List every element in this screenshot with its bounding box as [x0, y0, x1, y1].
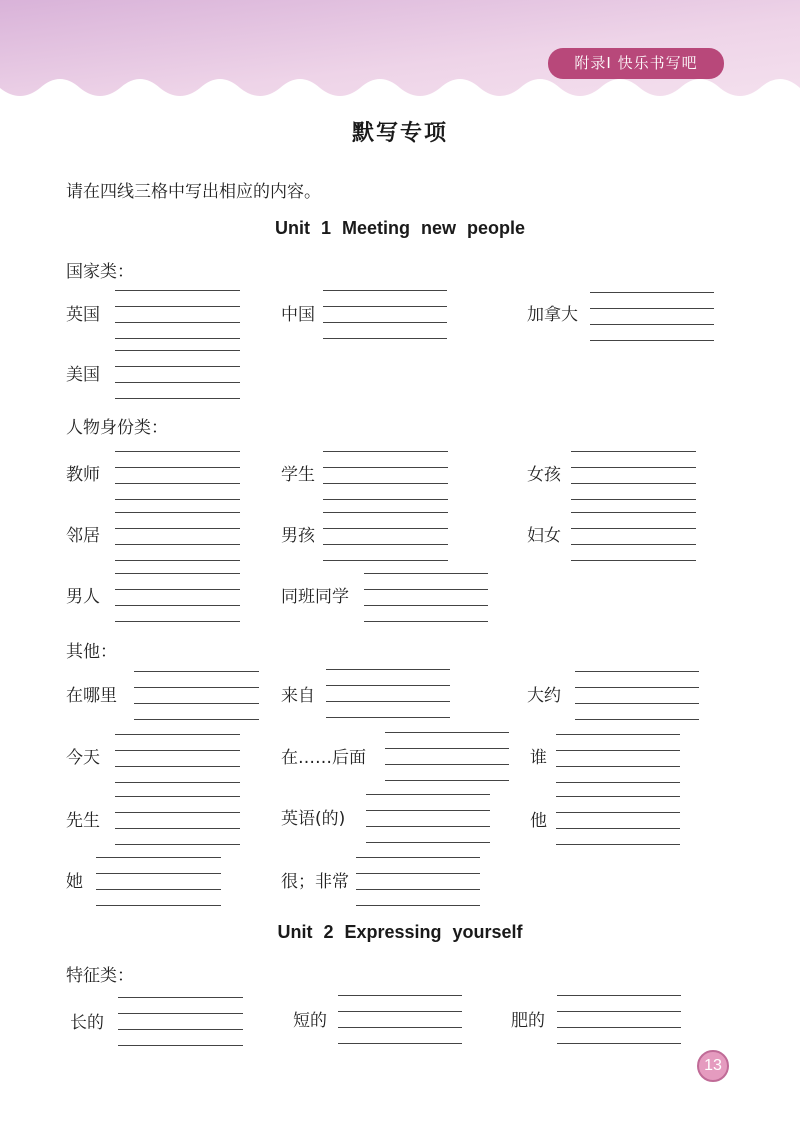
word-label: 加拿大 [527, 305, 578, 325]
word-label: 妇女 [527, 526, 561, 546]
writing-lines[interactable] [326, 669, 450, 719]
writing-lines[interactable] [115, 796, 240, 846]
appendix-badge: 附录Ⅰ 快乐书写吧 [548, 48, 724, 79]
category-countries: 国家类： [66, 262, 134, 282]
writing-lines[interactable] [323, 512, 448, 562]
writing-lines[interactable] [590, 292, 714, 342]
word-label: 她 [66, 872, 83, 892]
writing-lines[interactable] [556, 796, 680, 846]
word-label: 长的 [70, 1013, 104, 1033]
writing-lines[interactable] [338, 995, 462, 1045]
word-label: 今天 [66, 748, 100, 768]
category-features: 特征类： [66, 966, 134, 986]
writing-lines[interactable] [571, 512, 696, 562]
word-label: 肥的 [511, 1011, 545, 1031]
writing-lines[interactable] [134, 671, 259, 721]
word-label: 英语(的) [281, 809, 346, 829]
writing-lines[interactable] [118, 997, 243, 1047]
writing-lines[interactable] [556, 734, 680, 784]
word-label: 大约 [527, 686, 561, 706]
word-label: 美国 [66, 365, 100, 385]
category-identities: 人物身份类： [66, 418, 168, 438]
page-title: 默写专项 [351, 121, 448, 146]
writing-lines[interactable] [575, 671, 699, 721]
writing-lines[interactable] [115, 350, 240, 400]
writing-lines[interactable] [96, 857, 221, 907]
unit-2-heading: Unit 2 Expressing yourself [277, 922, 523, 942]
writing-lines[interactable] [364, 573, 488, 623]
word-label: 他 [530, 811, 547, 831]
word-label: 来自 [281, 686, 315, 706]
word-label: 女孩 [527, 465, 561, 485]
word-label: 在……后面 [281, 748, 366, 768]
word-label: 邻居 [66, 526, 100, 546]
word-label: 学生 [281, 465, 315, 485]
writing-lines[interactable] [115, 451, 240, 501]
word-label: 先生 [66, 811, 100, 831]
writing-lines[interactable] [323, 290, 447, 340]
word-label: 同班同学 [281, 587, 349, 607]
writing-lines[interactable] [366, 794, 490, 844]
word-label: 英国 [66, 305, 100, 325]
word-label: 谁 [530, 748, 547, 768]
writing-lines[interactable] [323, 451, 448, 501]
instruction: 请在四线三格中写出相应的内容。 [66, 182, 321, 202]
writing-lines[interactable] [115, 290, 240, 340]
writing-lines[interactable] [356, 857, 480, 907]
writing-lines[interactable] [115, 512, 240, 562]
writing-lines[interactable] [571, 451, 696, 501]
unit-1-heading: Unit 1 Meeting new people [274, 218, 526, 238]
word-label: 在哪里 [66, 686, 117, 706]
word-label: 教师 [66, 465, 100, 485]
writing-lines[interactable] [115, 573, 240, 623]
writing-lines[interactable] [115, 734, 240, 784]
word-label: 男孩 [281, 526, 315, 546]
word-label: 男人 [66, 587, 100, 607]
word-label: 中国 [281, 305, 315, 325]
word-label: 很；非常 [281, 872, 349, 892]
word-label: 短的 [293, 1011, 327, 1031]
page-number: 13 [697, 1050, 729, 1082]
writing-lines[interactable] [557, 995, 681, 1045]
category-others: 其他： [66, 642, 117, 662]
writing-lines[interactable] [385, 732, 509, 782]
